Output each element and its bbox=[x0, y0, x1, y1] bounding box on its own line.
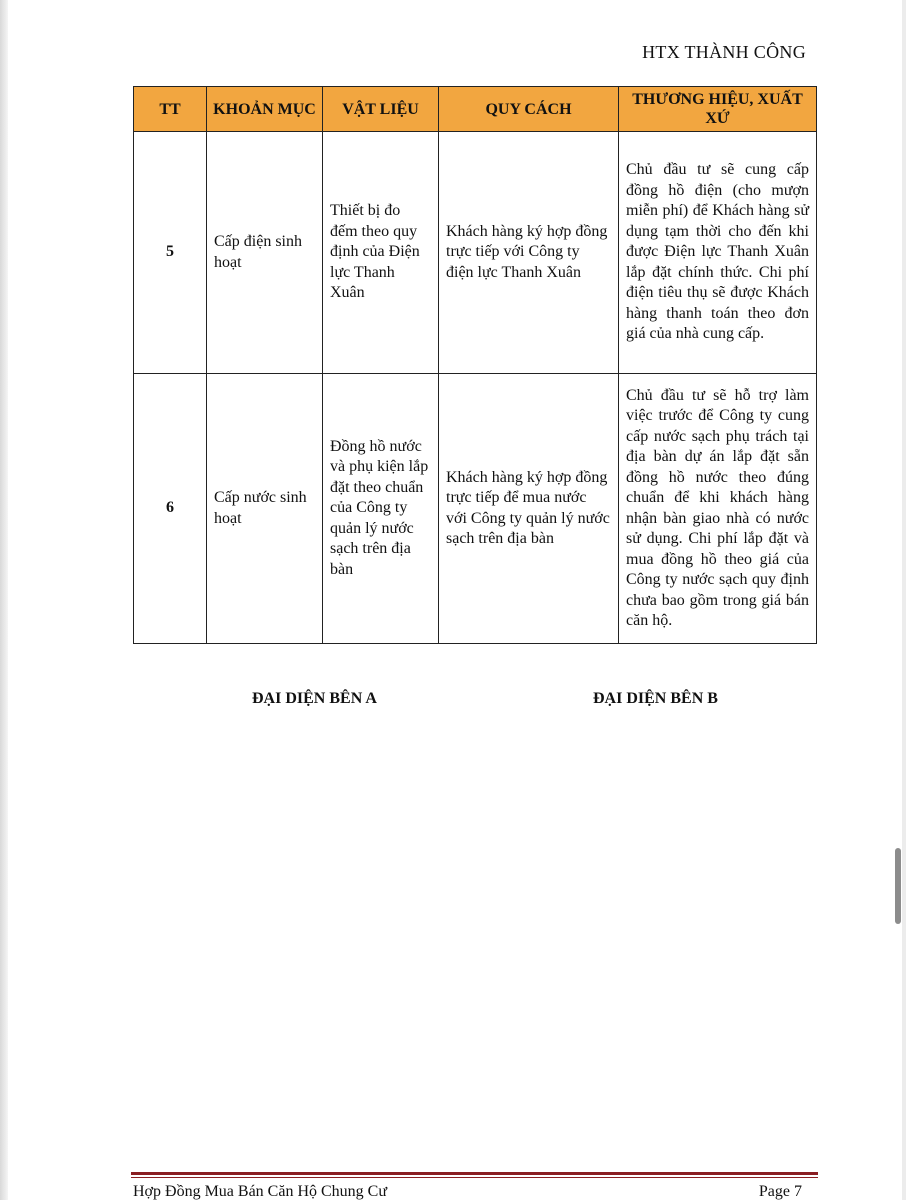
row-number: 5 bbox=[134, 132, 207, 374]
page-number: Page 7 bbox=[758, 1183, 802, 1200]
specification-table bbox=[133, 86, 817, 644]
table-row bbox=[134, 132, 817, 374]
scrollbar-thumb[interactable] bbox=[895, 848, 901, 924]
row-thuong-hieu: Chủ đầu tư sẽ hỗ trợ làm việc trước để Công ty cung cấp nước sạch phụ trách tại địa bàn dự án lắp đặt sẵn đồng hồ nước theo đúng chuẩn để khi khách hàng nhận bàn giao nhà có nước sử dụng. Chi phí lắp đặt và mua đồng hồ theo giá của Công ty nước sạch quy định chưa bao gồm trong giá bán căn hộ. bbox=[619, 374, 817, 644]
table-header-row bbox=[134, 87, 817, 132]
page-header-company: HTX THÀNH CÔNG bbox=[642, 42, 806, 62]
row-vat-lieu: Thiết bị đo đếm theo quy định của Điện lực Thanh Xuân bbox=[323, 132, 439, 374]
row-thuong-hieu: Chủ đầu tư sẽ cung cấp đồng hồ điện (cho mượn miễn phí) để Khách hàng sử dụng tạm thời cho đến khi được Điện lực Thanh Xuân lắp đặt chính thức. Chi phí điện tiêu thụ sẽ được Khách hàng thanh toán theo đơn giá của nhà cung cấp. bbox=[619, 132, 817, 374]
footer-divider-thin bbox=[131, 1177, 818, 1178]
row-vat-lieu: Đồng hồ nước và phụ kiện lắp đặt theo chuẩn của Công ty quản lý nước sạch trên địa bàn bbox=[323, 374, 439, 644]
column-header-khoan-muc: KHOẢN MỤC bbox=[207, 87, 323, 132]
table-row bbox=[134, 374, 817, 644]
viewer-right-edge bbox=[902, 0, 906, 1200]
column-header-quy-cach: QUY CÁCH bbox=[439, 87, 619, 132]
row-quy-cach: Khách hàng ký hợp đồng trực tiếp để mua nước với Công ty quản lý nước sạch trên địa bàn bbox=[439, 374, 619, 644]
row-number: 6 bbox=[134, 374, 207, 644]
row-khoan-muc: Cấp điện sinh hoạt bbox=[207, 132, 323, 374]
column-header-tt: TT bbox=[134, 87, 207, 132]
column-header-vat-lieu: VẬT LIỆU bbox=[323, 87, 439, 132]
footer-divider bbox=[131, 1172, 818, 1175]
row-quy-cach: Khách hàng ký hợp đồng trực tiếp với Công ty điện lực Thanh Xuân bbox=[439, 132, 619, 374]
row-khoan-muc: Cấp nước sinh hoạt bbox=[207, 374, 323, 644]
signature-party-b: ĐẠI DIỆN BÊN B bbox=[593, 690, 718, 707]
signature-party-a: ĐẠI DIỆN BÊN A bbox=[252, 690, 377, 707]
column-header-thuong-hieu: THƯƠNG HIỆU, XUẤT XỨ bbox=[619, 87, 817, 132]
footer-title: Hợp Đồng Mua Bán Căn Hộ Chung Cư bbox=[133, 1183, 388, 1200]
viewer-left-edge bbox=[0, 0, 8, 1200]
